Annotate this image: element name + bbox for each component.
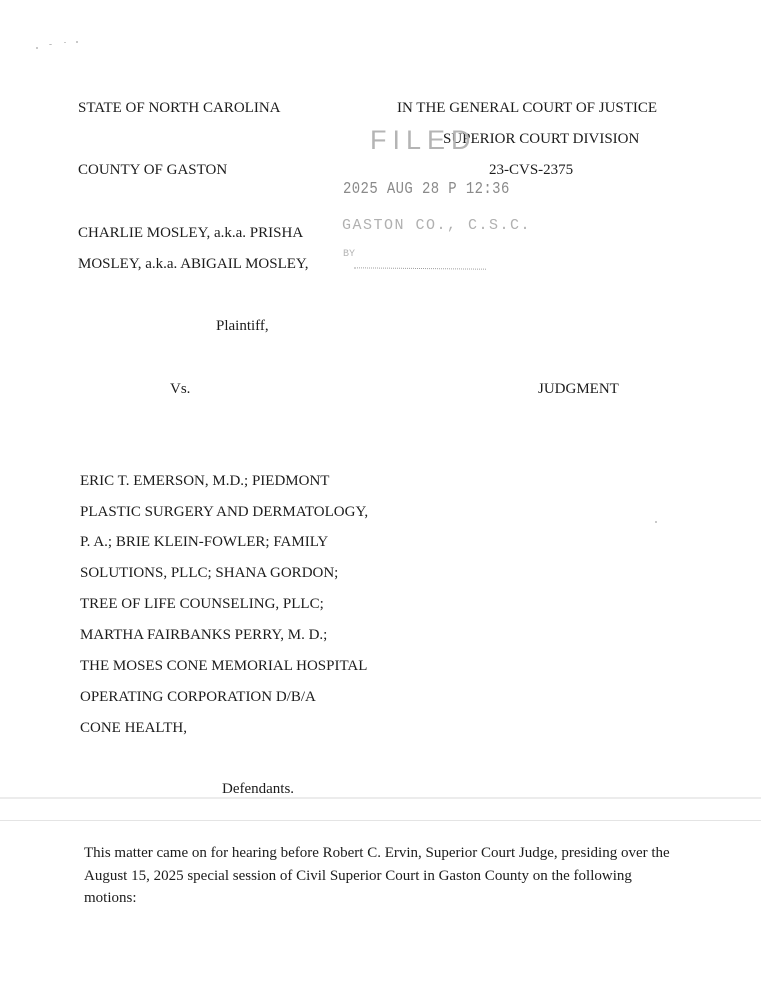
scan-seam-line — [0, 797, 761, 799]
opening-paragraph: This matter came on for hearing before Robert C. Ervin, Superior Court Judge, presiding over the August 15, 2025 special session of Civil Superior Court in Gaston County on the following motions: — [84, 845, 670, 906]
scan-speck — [49, 44, 52, 45]
plaintiff-role: Plaintiff, — [216, 318, 269, 334]
defendant-name-line: OPERATING CORPORATION D/B/A — [80, 689, 316, 705]
filed-stamp-clerk: GASTON CO., C.S.C. — [342, 217, 532, 234]
caption-county: COUNTY OF GASTON — [78, 162, 228, 178]
filed-stamp-signature-line — [354, 267, 486, 269]
scan-seam-line — [0, 820, 761, 821]
scan-speck — [76, 41, 78, 43]
plaintiff-name-line: CHARLIE MOSLEY, a.k.a. PRISHA — [78, 225, 304, 241]
defendant-name-line: TREE OF LIFE COUNSELING, PLLC; — [80, 596, 324, 612]
defendant-name-line: MARTHA FAIRBANKS PERRY, M. D.; — [80, 627, 328, 643]
filed-stamp-label: FILED — [370, 125, 477, 155]
case-number: 23-CVS-2375 — [489, 162, 574, 178]
caption-court: IN THE GENERAL COURT OF JUSTICE — [397, 100, 658, 116]
document-title: JUDGMENT — [538, 381, 619, 397]
scan-speck — [36, 47, 38, 49]
filed-stamp-by: BY — [343, 249, 356, 260]
defendant-name-line: SOLUTIONS, PLLC; SHANA GORDON; — [80, 565, 339, 581]
defendant-name-line: ERIC T. EMERSON, M.D.; PIEDMONT — [80, 473, 330, 489]
defendants-role: Defendants. — [222, 781, 295, 797]
defendant-name-line: THE MOSES CONE MEMORIAL HOSPITAL — [80, 658, 368, 674]
caption-state: STATE OF NORTH CAROLINA — [78, 100, 281, 116]
scan-speck — [64, 42, 66, 43]
defendant-name-line: CONE HEALTH, — [80, 720, 187, 736]
filed-stamp-datetime: 2025 AUG 28 P 12:36 — [343, 180, 510, 199]
plaintiff-name-line: MOSLEY, a.k.a. ABIGAIL MOSLEY, — [78, 256, 309, 272]
defendant-name-line: PLASTIC SURGERY AND DERMATOLOGY, — [80, 504, 369, 520]
scan-speck — [655, 521, 657, 523]
caption-division: SUPERIOR COURT DIVISION — [443, 131, 640, 147]
versus: Vs. — [170, 381, 191, 397]
defendant-name-line: P. A.; BRIE KLEIN-FOWLER; FAMILY — [80, 534, 329, 550]
